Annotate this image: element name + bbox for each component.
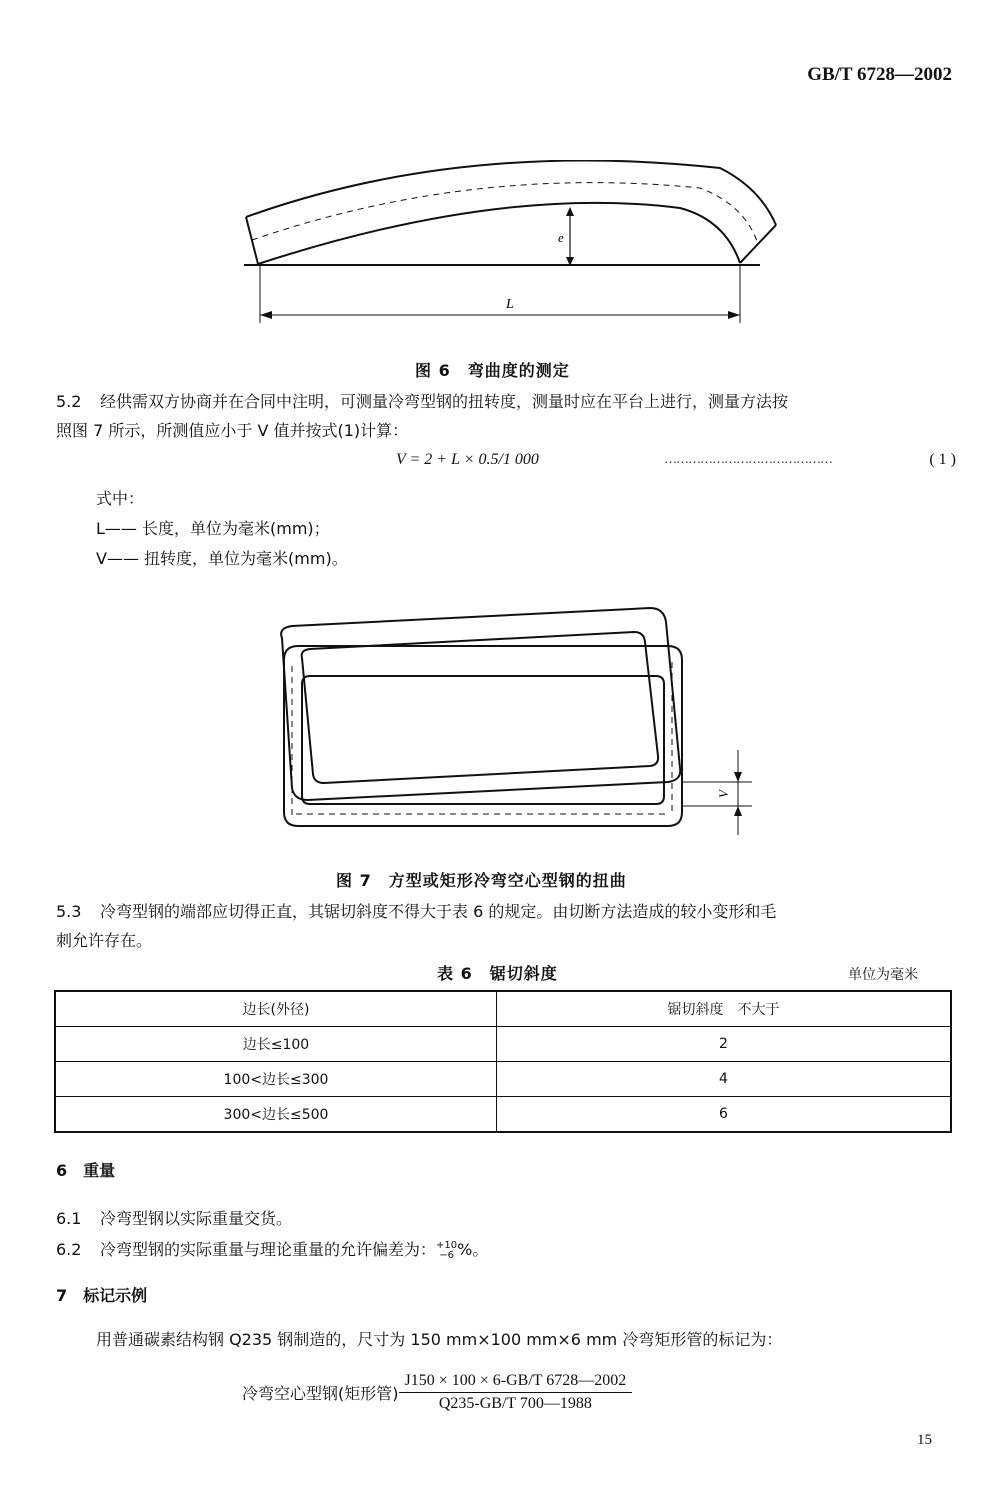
figure-6-caption: 图 6 弯曲度的测定 [415, 361, 570, 380]
tolerance-upper: +10 [436, 1239, 458, 1251]
section-5-2-line2: 照图 7 所示，所测值应小于 V 值并按式(1)计算： [56, 421, 409, 440]
inner-curve [258, 203, 740, 264]
table-row [55, 1062, 951, 1097]
label-e: e [558, 230, 564, 245]
section-5-3-line1: 冷弯型钢的端部应切得正直，其锯切斜度不得大于表 6 的规定。由切断方法造成的较小变形和毛 [100, 902, 777, 921]
section-5-3-line2: 刺允许存在。 [56, 931, 153, 950]
table-header-cell: 边长(外径) [55, 991, 497, 1027]
marking-fraction [399, 1372, 633, 1413]
section-6-1 [56, 1204, 956, 1233]
formula-1-expression: V = 2 + L × 0.5/1 000 [396, 451, 539, 468]
outer-curve [246, 161, 776, 225]
section-6-heading: 6 重量 [56, 1161, 116, 1180]
table-cell: 4 [497, 1062, 952, 1097]
section-6-2-number: 6.2 [56, 1240, 82, 1259]
label-V: V [716, 790, 731, 798]
table-6-unit: 单位为毫米 [848, 967, 918, 983]
marking-denominator: Q235-GB/T 700—1988 [438, 1395, 592, 1412]
figure-6-diagram [230, 160, 790, 335]
table-header-cell: 锯切斜度 不大于 [497, 991, 952, 1027]
where-title: 式中： [96, 489, 145, 508]
table-row [55, 1097, 951, 1133]
table-header-row [55, 991, 951, 1027]
table-cell: 2 [497, 1027, 952, 1062]
tolerance [436, 1241, 457, 1261]
table-6 [54, 990, 952, 1133]
marking-example [242, 1372, 632, 1413]
formula-1-number: ( 1 ) [929, 451, 956, 468]
formula-1-leader-dots: …………………………………… [664, 451, 832, 466]
table-row [55, 1027, 951, 1062]
figure-7-caption: 图 7 方型或矩形冷弯空心型钢的扭曲 [336, 871, 627, 890]
section-7-heading: 7 标记示例 [56, 1286, 148, 1305]
table-cell: 100<边长≤300 [55, 1062, 497, 1097]
section-6-1-number: 6.1 [56, 1209, 82, 1228]
section-5-2-number: 5.2 [56, 392, 82, 411]
figure-7-diagram [262, 600, 762, 840]
table-cell: 300<边长≤500 [55, 1097, 497, 1133]
label-L: L [506, 297, 514, 312]
tilted-frame-inner [302, 632, 658, 783]
section-5-2-line1: 经供需双方协商并在合同中注明，可测量冷弯型钢的扭转度，测量时应在平台上进行，测量方法按 [100, 392, 789, 411]
tolerance-unit: %。 [457, 1240, 489, 1259]
marking-label: 冷弯空心型钢(矩形管) [242, 1384, 399, 1403]
page-number: 15 [917, 1432, 932, 1448]
standard-code: GB/T 6728—2002 [807, 64, 952, 85]
section-5-3 [56, 897, 956, 955]
section-6-1-text: 冷弯型钢以实际重量交货。 [100, 1209, 293, 1228]
tolerance-lower: −6 [439, 1249, 454, 1261]
section-6-2 [56, 1235, 956, 1264]
section-7-intro: 用普通碳素结构钢 Q235 钢制造的，尺寸为 150 mm×100 mm×6 mm 冷弯矩形管的标记为： [96, 1330, 783, 1349]
where-L-definition: L—— 长度，单位为毫米(mm)； [96, 519, 330, 538]
marking-numerator: J150 × 100 × 6-GB/T 6728—2002 [399, 1372, 633, 1393]
formula-1 [396, 451, 956, 469]
table-cell: 6 [497, 1097, 952, 1133]
table-6-title: 表 6 锯切斜度 [437, 964, 558, 983]
section-5-2 [56, 387, 956, 445]
where-V-definition: V—— 扭转度，单位为毫米(mm)。 [96, 549, 348, 568]
section-5-3-number: 5.3 [56, 902, 82, 921]
tilted-frame-outer [281, 608, 680, 800]
section-6-2-text: 冷弯型钢的实际重量与理论重量的允许偏差为： [100, 1240, 437, 1259]
table-cell: 边长≤100 [55, 1027, 497, 1062]
